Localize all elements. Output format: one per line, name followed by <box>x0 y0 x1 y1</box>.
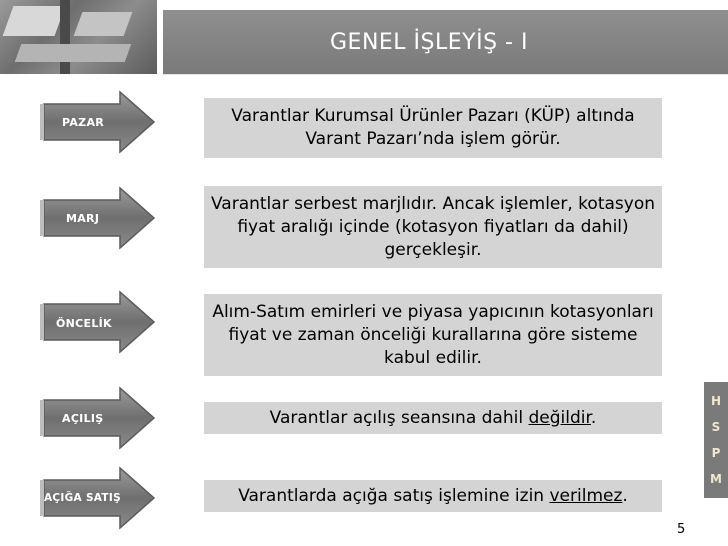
side-letter: P <box>711 446 721 460</box>
row-text: Varantlar açılış seansına dahil değildir. <box>269 407 597 428</box>
row-label: AÇIĞA SATIŞ <box>44 492 121 504</box>
info-box-acilis <box>204 402 662 434</box>
arrow-pazar <box>40 90 156 154</box>
side-letter: H <box>710 394 722 408</box>
arrow-aciga-satis <box>40 466 156 530</box>
info-box-pazar <box>204 98 662 158</box>
header-logo-image <box>0 0 157 74</box>
row-text: Varantlar Kurumsal Ürünler Pazarı (KÜP) altında Varant Pazarı’nda işlem görür. <box>231 106 635 149</box>
side-badge <box>704 382 728 498</box>
info-box-aciga-satis <box>204 480 662 512</box>
row-label: PAZAR <box>62 116 105 129</box>
row-text: Alım-Satım emirleri ve piyasa yapıcının kotasyonları fiyat ve zaman önceliği kurallarına göre sisteme kabul edilir. <box>212 301 654 368</box>
row-text: Varantlar serbest marjlıdır. Ancak işlemler, kotasyon fiyat aralığı içinde (kotasyon fiyatları da dahil) gerçekleşir. <box>210 193 655 260</box>
page-number: 5 <box>677 522 686 537</box>
info-box-oncelik <box>204 294 662 376</box>
row-label: ÖNCELİK <box>56 317 112 330</box>
arrow-oncelik <box>40 290 156 354</box>
side-letter: S <box>711 420 721 434</box>
row-label: MARJ <box>66 212 100 225</box>
arrow-marj <box>40 186 156 250</box>
header-divider <box>163 74 728 75</box>
arrow-acilis <box>40 386 156 450</box>
info-box-marj <box>204 186 662 268</box>
row-text: Varantlarda açığa satış işlemine izin verilmez. <box>238 485 628 506</box>
side-letter: M <box>710 472 722 486</box>
page-title: GENEL İŞLEYİŞ - I <box>330 30 528 55</box>
row-label: AÇILIŞ <box>62 412 104 425</box>
